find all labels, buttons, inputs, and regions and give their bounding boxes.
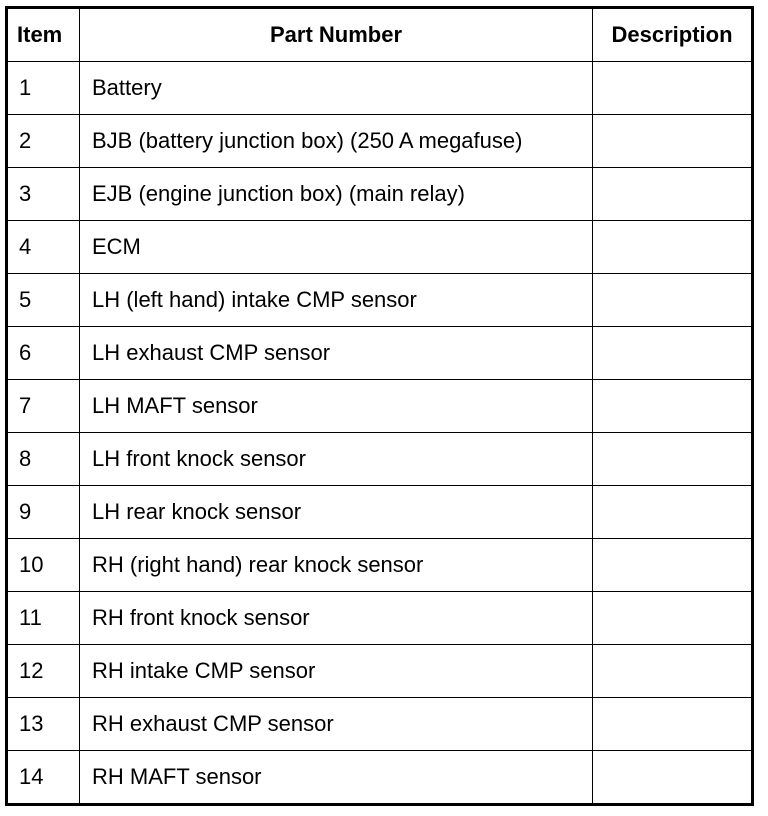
item-number: 2 xyxy=(7,115,80,168)
header-description: Description xyxy=(593,8,753,62)
part-number: RH MAFT sensor xyxy=(80,751,593,805)
description-cell xyxy=(593,592,753,645)
item-number: 12 xyxy=(7,645,80,698)
table-row xyxy=(7,645,753,698)
item-number: 9 xyxy=(7,486,80,539)
item-number: 1 xyxy=(7,62,80,115)
item-number: 4 xyxy=(7,221,80,274)
item-number: 8 xyxy=(7,433,80,486)
part-number: RH front knock sensor xyxy=(80,592,593,645)
table-row xyxy=(7,62,753,115)
table-row xyxy=(7,592,753,645)
table-row xyxy=(7,380,753,433)
item-number: 5 xyxy=(7,274,80,327)
part-number: ECM xyxy=(80,221,593,274)
part-number: LH front knock sensor xyxy=(80,433,593,486)
item-number: 14 xyxy=(7,751,80,805)
description-cell xyxy=(593,168,753,221)
item-number: 13 xyxy=(7,698,80,751)
description-cell xyxy=(593,62,753,115)
description-cell xyxy=(593,433,753,486)
part-number: LH exhaust CMP sensor xyxy=(80,327,593,380)
table-row xyxy=(7,274,753,327)
table-row xyxy=(7,486,753,539)
table-row xyxy=(7,433,753,486)
table-row xyxy=(7,751,753,805)
item-number: 11 xyxy=(7,592,80,645)
header-item: Item xyxy=(7,8,80,62)
item-number: 3 xyxy=(7,168,80,221)
part-number: EJB (engine junction box) (main relay) xyxy=(80,168,593,221)
table-row xyxy=(7,168,753,221)
part-number: RH exhaust CMP sensor xyxy=(80,698,593,751)
header-part-number: Part Number xyxy=(80,8,593,62)
part-number: LH (left hand) intake CMP sensor xyxy=(80,274,593,327)
item-number: 10 xyxy=(7,539,80,592)
table-row xyxy=(7,539,753,592)
description-cell xyxy=(593,539,753,592)
part-number: LH MAFT sensor xyxy=(80,380,593,433)
description-cell xyxy=(593,698,753,751)
parts-table xyxy=(5,6,754,806)
description-cell xyxy=(593,486,753,539)
header-row xyxy=(7,8,753,62)
table-body xyxy=(7,62,753,805)
part-number: Battery xyxy=(80,62,593,115)
table-row xyxy=(7,115,753,168)
item-number: 7 xyxy=(7,380,80,433)
part-number: BJB (battery junction box) (250 A megafuse) xyxy=(80,115,593,168)
description-cell xyxy=(593,327,753,380)
description-cell xyxy=(593,274,753,327)
table-header xyxy=(7,8,753,62)
description-cell xyxy=(593,380,753,433)
part-number: RH (right hand) rear knock sensor xyxy=(80,539,593,592)
description-cell xyxy=(593,751,753,805)
item-number: 6 xyxy=(7,327,80,380)
table-row xyxy=(7,327,753,380)
table-row xyxy=(7,221,753,274)
table-row xyxy=(7,698,753,751)
part-number: LH rear knock sensor xyxy=(80,486,593,539)
part-number: RH intake CMP sensor xyxy=(80,645,593,698)
description-cell xyxy=(593,115,753,168)
description-cell xyxy=(593,221,753,274)
description-cell xyxy=(593,645,753,698)
